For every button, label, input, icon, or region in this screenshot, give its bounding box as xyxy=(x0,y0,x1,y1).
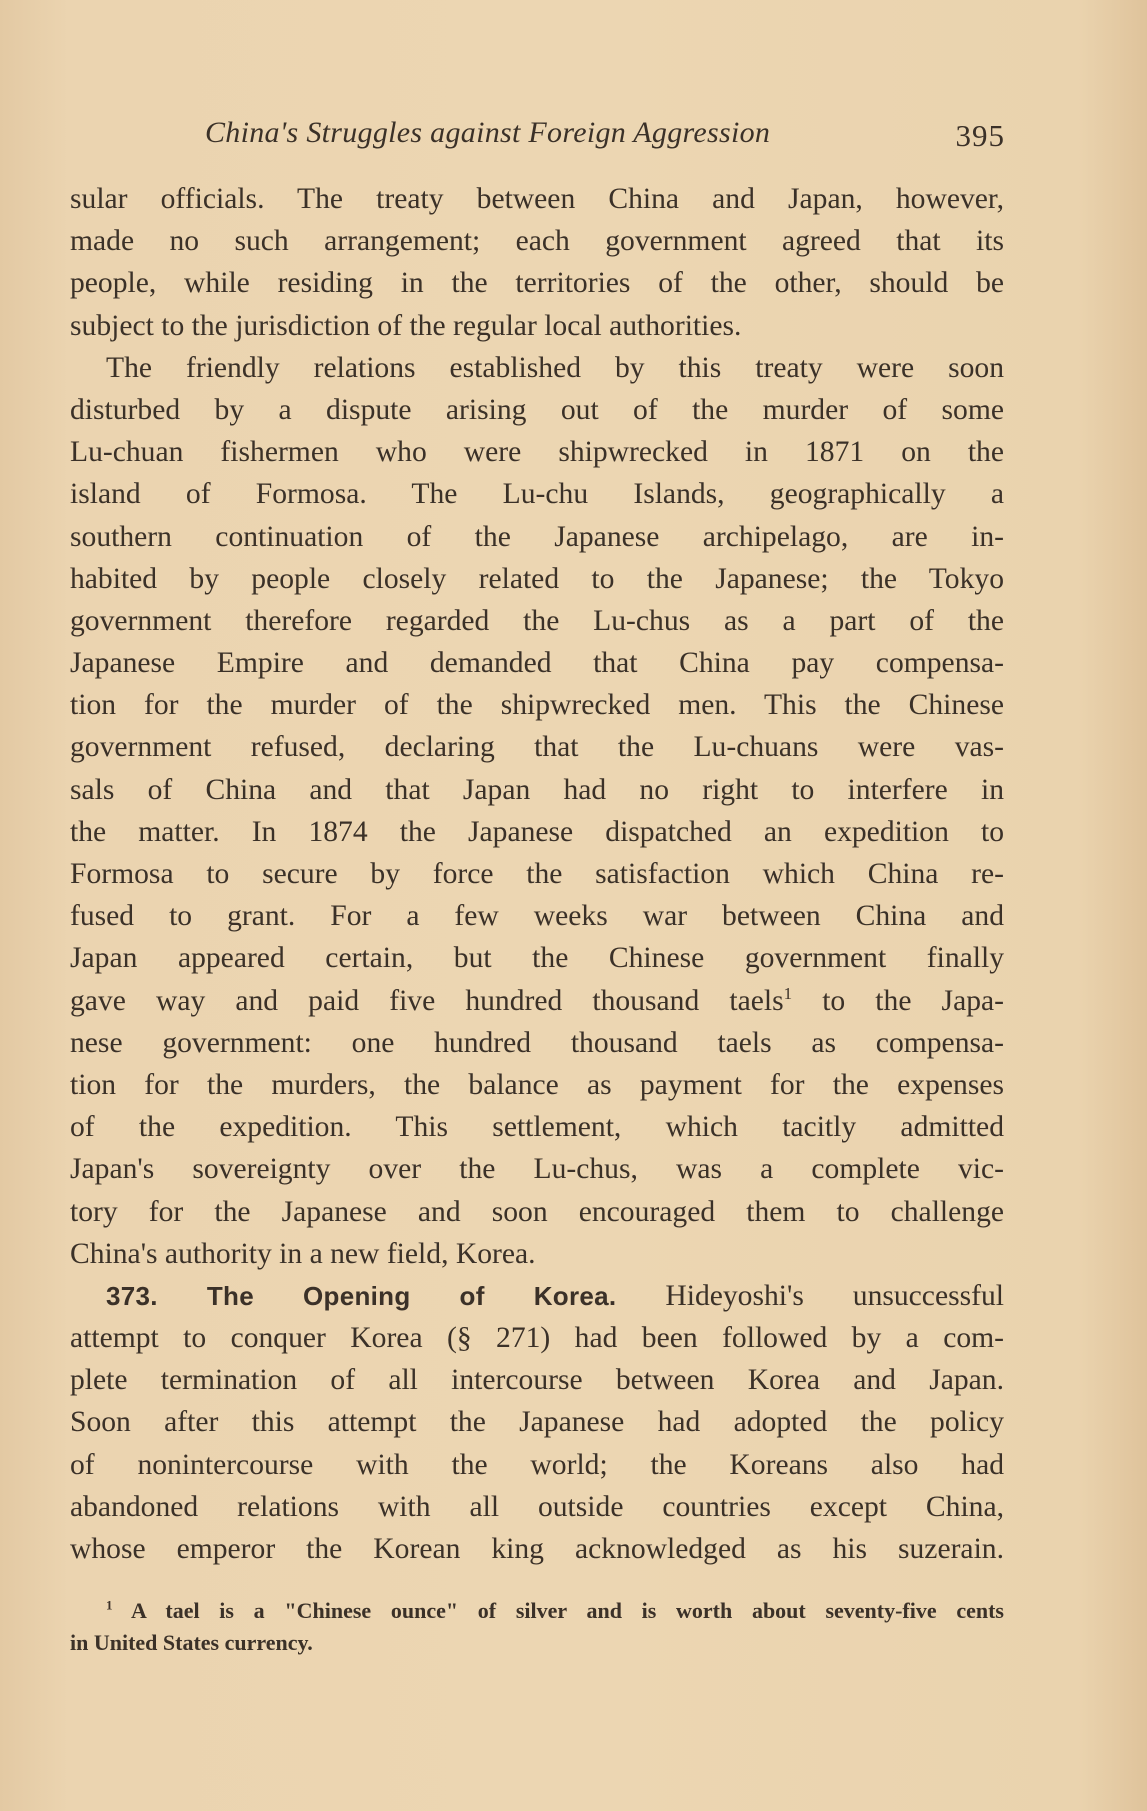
text-line: subject to the jurisdiction of the regular local authorities. xyxy=(70,309,742,342)
footnote-line xyxy=(70,1595,1004,1627)
text-line: people, while residing in the territories of the other, should be xyxy=(70,267,1004,300)
text-line: Lu-chuan fishermen who were shipwrecked in 1871 on the xyxy=(70,436,1004,469)
section-heading: 373. The Opening of Korea. xyxy=(106,1280,617,1311)
text-line: southern continuation of the Japanese archipelago, are in- xyxy=(70,520,1004,553)
text-line: attempt to conquer Korea (§ 271) had been followed by a com- xyxy=(70,1322,1004,1355)
text-line: disturbed by a dispute arising out of the murder of some xyxy=(70,393,1004,426)
text-line: made no such arrangement; each government agreed that its xyxy=(70,225,1004,258)
text-line-with-footnote xyxy=(70,980,1004,1022)
text-line: Japan's sovereignty over the Lu-chus, was a complete vic- xyxy=(70,1153,1004,1186)
running-head xyxy=(205,116,1005,156)
text-line: of nonintercourse with the world; the Koreans also had xyxy=(70,1448,1004,1481)
text-line: of the expedition. This settlement, which tacitly admitted xyxy=(70,1111,1004,1144)
text-line: Formosa to secure by force the satisfaction which China re- xyxy=(70,858,1004,890)
text-line: sular officials. The treaty between China and Japan, however, xyxy=(70,183,1004,215)
text-fragment: gave way and paid five hundred thousand taels xyxy=(70,984,784,1017)
text-line: habited by people closely related to the Japanese; the Tokyo xyxy=(70,562,1004,595)
text-line: The friendly relations established by this treaty were soon xyxy=(106,351,1004,384)
text-line: tory for the Japanese and soon encouraged them to challenge xyxy=(70,1195,1004,1228)
text-line: government therefore regarded the Lu-chus as a part of the xyxy=(70,604,1004,637)
text-line: China's authority in a new field, Korea. xyxy=(70,1237,536,1270)
text-line: island of Formosa. The Lu-chu Islands, geographically a xyxy=(70,478,1004,511)
footnote-reference: 1 xyxy=(783,983,793,1003)
text-fragment: Hideyoshi's unsuccessful xyxy=(616,1279,1004,1312)
text-line: Japanese Empire and demanded that China pay compensa- xyxy=(70,647,1004,680)
section-heading-line xyxy=(70,1275,1004,1317)
text-line: the matter. In 1874 the Japanese dispatched an expedition to xyxy=(70,815,1004,848)
footnote xyxy=(70,1595,1004,1659)
text-line: nese government: one hundred thousand taels as compensa- xyxy=(70,1026,1004,1059)
footnote-marker: 1 xyxy=(106,1597,113,1613)
text-line: government refused, declaring that the Lu-chuans were vas- xyxy=(70,731,1004,764)
footnote-line: in United States currency. xyxy=(70,1630,313,1655)
running-title: China's Struggles against Foreign Aggression xyxy=(205,116,771,149)
text-line: Japan appeared certain, but the Chinese government finally xyxy=(70,942,1004,975)
text-line: abandoned relations with all outside countries except China, xyxy=(70,1490,1004,1523)
text-line: fused to grant. For a few weeks war between China and xyxy=(70,900,1004,933)
text-line: sals of China and that Japan had no right to interfere in xyxy=(70,773,1004,806)
text-line: plete termination of all intercourse between Korea and Japan. xyxy=(70,1364,1004,1397)
text-line: Soon after this attempt the Japanese had adopted the policy xyxy=(70,1406,1004,1439)
page-number: 395 xyxy=(955,118,1005,153)
text-fragment: to the Japa- xyxy=(792,984,1004,1017)
text-line: tion for the murder of the shipwrecked men. This the Chinese xyxy=(70,689,1004,722)
text-line: tion for the murders, the balance as payment for the expenses xyxy=(70,1068,1004,1101)
body-text xyxy=(70,178,1004,1570)
text-line: whose emperor the Korean king acknowledged as his suzerain. xyxy=(70,1533,1004,1565)
footnote-text: A tael is a "Chinese ounce" of silver and is worth about seventy-five cents xyxy=(112,1598,1004,1623)
